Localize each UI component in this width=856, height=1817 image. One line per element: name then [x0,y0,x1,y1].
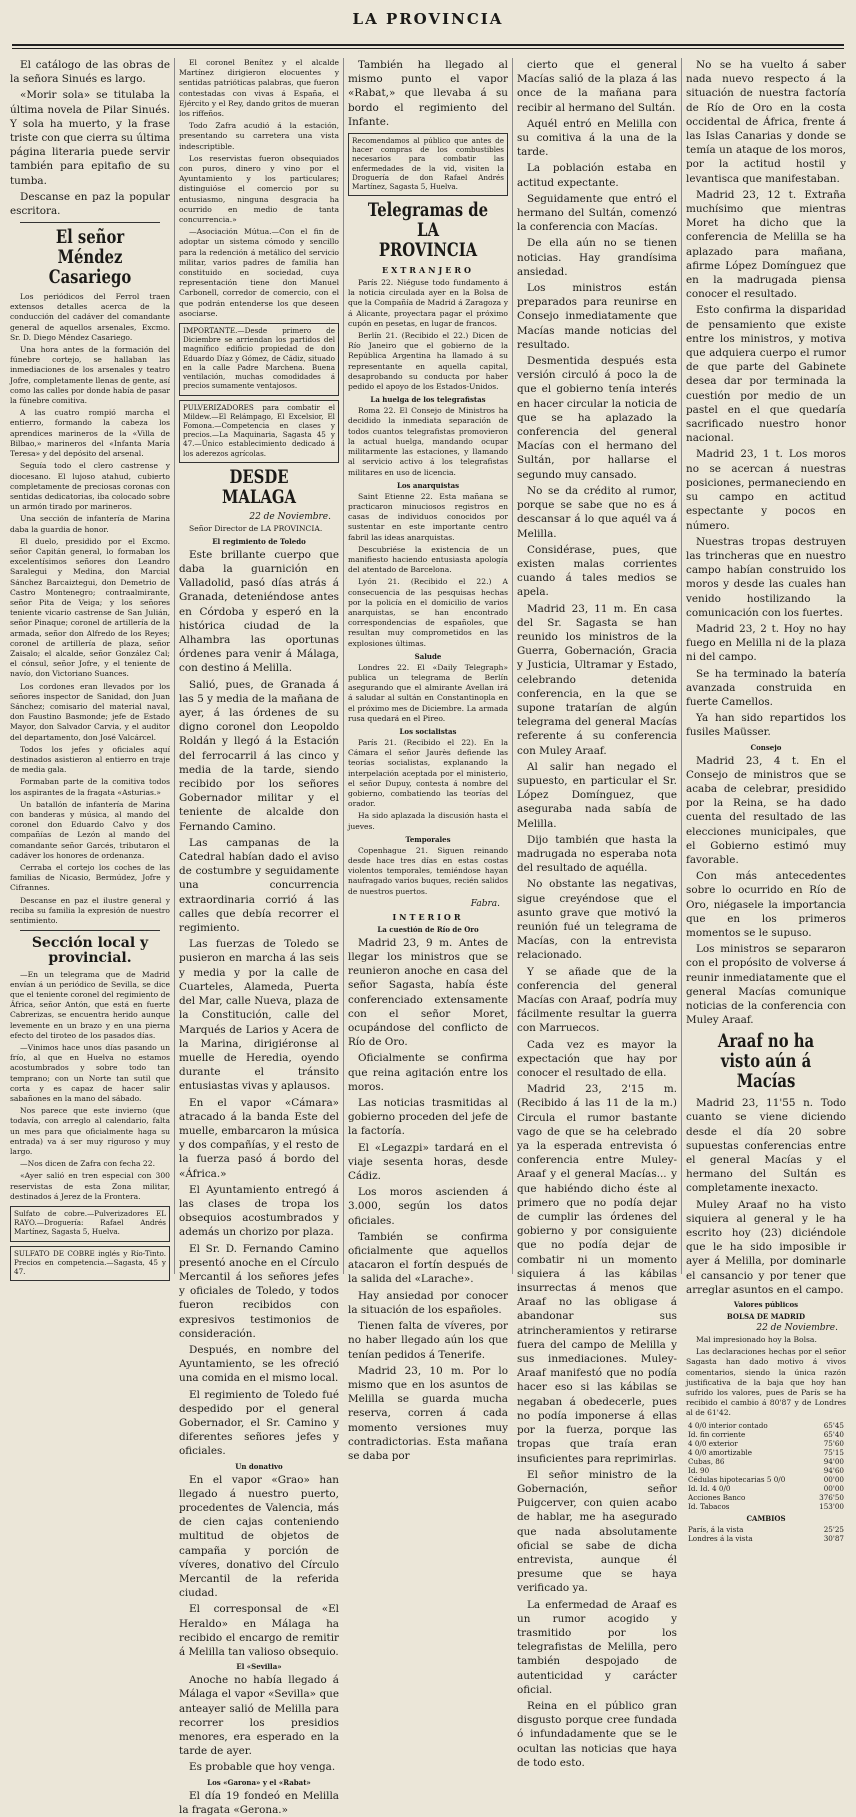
consejo-text [686,754,846,1028]
paragraph: Desmentida después esta versión circuló á poco la de que el gobierno tenía interés en hacer circular la noticia de que se ha aplazado la conferencia del general Macías con el hermano del Sultán, por hallarse el segundo muy cansado. [517,355,677,481]
paragraph: Los cordones eran llevados por los señores inspector de Sanidad, don Juan Sánchez; comisario del material naval, don Faustino Basmonde; jefe de Estado Mayor, don Salvador Carvia, y el auditor del departamento, don José Valcárcel. [10,681,170,742]
signature-fabra: Fabra. [470,898,500,909]
rabat-text [348,58,508,129]
quote-value: 94'00 [823,1456,844,1466]
paragraph: También ha llegado al mismo punto el vapor «Rabat,» que llevaba á su bordo el regimiento del Infante. [348,59,508,128]
ad-sulfato [10,1246,170,1282]
exchange-table [686,1525,846,1543]
quote-label: Id. Tabacos [688,1501,730,1511]
quote-value: 65'45 [823,1420,844,1430]
paragraph: Londres 22. El «Daily Telegraph» publica un telegrama de Berlín asegurando que el almirante Avellan irá á saludar al sultán en Constantinopla en el próximo mes de Diciembre. La armada rusa quedará en el Pireo. [348,662,508,723]
quote-label: 4 0/0 amortizable [688,1447,752,1457]
paragraph: A las cuatro rompió marcha el entierro, formando la cabeza los aprendices marineros de la «Villa de Bilbao,» marineros del «Infanta María Teresa» y del depósito del arsenal. [10,408,170,459]
paragraph: El coronel Benítez y el alcalde Martínez dirigieron elocuentes y sentidas patrióticas palabras, que fueron contestadas con vivas á España, el Ejército y el Rey, dando gritos de mueran los riffeños. [179,58,339,119]
quote-value: 75'60 [823,1438,844,1448]
paragraph: Las campanas de la Catedral habían dado el aviso de costumbre y seguidamente una concurrencia extraordinaria corrió á las calles que debía recorrer el regimiento. [179,836,339,935]
banner-extranjero: EXTRANJERO [382,265,474,276]
headline-telegramas: Telegramas de LA PROVINCIA [367,199,489,262]
quote-label: 4 0/0 exterior [688,1438,738,1448]
paragraph: Los moros ascienden á 3.000, según los datos oficiales. [348,1186,508,1227]
paragraph: Madrid 23, 1 t. Los moros no se acercan á nuestras posiciones, permaneciendo en su campo en actitud espectante y pocos en número. [686,448,846,532]
paragraph: Descubriése la existencia de un manifiesto haciendo entusiasta apología del atentado de Barcelona. [348,544,508,575]
quote-row [686,1457,846,1466]
paragraph: Todo Zafra acudió á la estación, presentando su carretera una vista indescriptible. [179,121,339,151]
paragraph: Todos los jefes y oficiales aquí destinados asistieron al entierro en traje de media gala. [10,744,170,775]
paragraph: Lyón 21. (Recibido el 22.) A consecuencia de las pesquisas hechas por la policía en el domicilio de varios anarquistas, se han encontrado correspondencias de españoles, que resultan muy comprometidos en las explosiones últimas. [348,577,508,648]
paragraph: Cada vez es mayor la expectación que hay por conocer el resultado de ella. [517,1038,677,1080]
paragraph: La población estaba en actitud expectante. [517,162,677,189]
ad-rayo [10,1206,170,1242]
ad-drogueria-text: Recomendamos al público que antes de hacer compras de los combustibles necesarios para combatir las enfermedades de la vid, visiten la Droguería de don Rafael Andrés Martínez, Sagasta 5, Huelva. [352,136,504,192]
subhead-temporales: Temporales [405,834,451,844]
paragraph: Las noticias trasmitidas al gobierno proceden del jefe de la factoría. [348,1097,508,1138]
headline-malaga: DESDE MALAGA [222,465,296,508]
paragraph: Cerraba el cortejo los coches de las familias de Nicasio, Bermúdez, Jofre y Cifrannes. [10,863,170,893]
subhead-bolsa: BOLSA DE MADRID [726,1312,806,1322]
quote-value: 00'00 [823,1474,844,1484]
paragraph: Seguía todo el clero castrense y diocesano. El lujoso atahud, cubierto completamente de preciosas coronas con sentidas dedicatorias, iba colocado sobre un armón tirado por marineros. [10,461,170,512]
paragraph: Considérase, pues, que existen malas corrientes cuando á tales medios se apela. [517,543,677,599]
quote-value: 30'87 [823,1533,844,1543]
paragraph: Una hora antes de la formación del fúnebre cortejo, se hallaban las inmediaciones de los arsenales y teatro Jofre, completamente llenas de gente, así como las calles por donde había de pasar la fúnebre comitiva. [10,345,170,406]
paragraph: Esto confirma la disparidad de pensamiento que existe entre los ministros, y motiva que adquiera cuerpo el rumor de que parte del Gabinete desea dar por terminada la cuestión por medio de un pastel en el que quedaría sacrificado nuestro honor nacional. [686,304,846,445]
paragraph: En el vapor «Cámara» atracado á la banda Este del muelle, embarcaron la música y dos compañías, y el resto de la fuerza pasó á bordo del «África.» [179,1096,339,1180]
section-heading-local: Sección local y provincial. [31,935,149,966]
subhead-toledo: El regimiento de Toledo [212,536,306,546]
subhead-salude: Salude [414,651,442,661]
paragraph: Mal impresionado hoy la Bolsa. [696,1335,817,1345]
paragraph: Las fuerzas de Toledo se pusieron en marcha á las seis y media y por la calle de Cuarteles, Alameda, Puerta del Mar, calle Nueva, plaza de la Constitución, calle del Marqués de Larios y Acera de la Marina, dirigiéronse al muelle de Heredia, oyendo durante el tránsito entusiastas vivas y aplausos. [179,938,339,1093]
paragraph: —Asociación Mútua.—Con el fin de adoptar un sistema cómodo y sencillo para la redención á metálico del servicio militar, varios padres de familia han constituido en sociedad, cuya representación tiene don Manuel Carbonell, corredor de comercio, con el que podrán entenderse los que deseen asociarse. [179,227,339,318]
paragraph: Los periódicos del Ferrol traen extensos detalles acerca de la conducción del cadáver del comandante general de aquellos arsenales, Excmo. Sr. D. Diego Méndez Casariego. [10,292,170,342]
zafra-continued [179,58,339,319]
paragraph: También se confirma oficialmente que aquellos atacaron el fortín después de la salida del «Larache». [348,1230,508,1286]
subhead-huelga: La huelga de los telegrafistas [370,395,486,405]
paragraph: No se ha vuelto á saber nada nuevo respecto á la situación de nuestra factoría de Río de Oro en la costa occidental de África, frente á las Islas Canarias y donde se temía un ataque de los moros, por la actitud hostil y levantisca que manifestaban. [686,59,846,185]
paragraph: No obstante las negativas, sigue creyéndose que el asunto grave que motivó la reunión fué un telegrama de Macías, con la entrevista relacionado. [517,878,677,962]
quote-label: Cubas, 86 [688,1456,725,1466]
subhead-valores: Valores públicos [733,1300,799,1310]
ad-importante-text: IMPORTANTE.—Desde primero de Diciembre se arriendan los partidos del magnífico edificio propiedad de don Eduardo Díaz y Gómez, de Cádiz, situado en la calle Padre Marchena. Buena ventilación, muchas comodidades á precios sumamente ventajosos. [183,326,335,391]
paragraph: Madrid 23, 2'15 m. (Recibido á las 11 de la m.) Circula el rumor bastante vago de que se ha celebrado ya la esperada entrevista ó conferencia entre Muley-Araaf y el general Macías... y que habiéndo dicho éste al primero que no podía dejar de cumplir las órdenes del gobierno y por consiguiente que no podía dejar de combatir ni un momento siquiera á las kábilas insurrectas á menos que Araaf no las obligase á abandonar sus atrincheramientos y retirarse fuera del campo de Melilla y sus inmediaciones. Muley-Araaf manifestó que no podía hacer eso si las kábilas se negaban á obedecerle, pues no podía imponerse á ellas por la fuerza, porque las tropas que traía eran insuficientes para reprimirlas. [517,1083,677,1465]
malaga-salutation: Señor Director de LA PROVINCIA. [189,523,323,533]
quote-row [686,1439,846,1448]
bolsa-date: 22 de Noviembre. [756,1323,838,1334]
subhead-garona: Los «Garona» y el «Rabat» [207,1777,311,1787]
paragraph: «Ayer salió en tren especial con 300 reservistas de esta Zona militar, destinados á Jerez de la Frontera. [10,1171,170,1201]
paragraph: Nuestras tropas destruyen las trincheras que en nuestro campo habían construido los moros y desde las cuales han venido hostilizando la comunicación con los fuertes. [686,535,846,619]
quote-row [686,1421,846,1430]
banner-interior: INTERIOR [392,911,464,922]
paragraph: Después, en nombre del Ayuntamiento, se les ofreció una comida en el mismo local. [179,1343,339,1385]
quote-value: 75'15 [823,1447,844,1457]
paragraph: Nos parece que este invierno (que todavía, con arreglo al calendario, falta un mes para que oficialmente haga su entrada) va á ser muy riguroso y muy largo. [10,1106,170,1157]
quote-row [686,1475,846,1484]
ad-pulverizadores-text: PULVERIZADORES para combatir el Mildew.—El Relámpago, El Excelsior, El Fomona.—Competencia en clases y precios.—La Maquinaria, Sagasta 45 y 47.—Único establecimiento dedicado á los aderezos agrícolas. [183,402,335,458]
paragraph: —Nos dicen de Zafra con fecha 22. [20,1159,156,1169]
ad-importante [179,323,339,395]
melilla-news [686,58,846,740]
quote-label: 4 0/0 interior contado [688,1420,768,1430]
quotes-table [686,1421,846,1511]
subhead-socialistas: Los socialistas [399,726,457,736]
paragraph: El duelo, presidido por el Excmo. señor Capitán general, lo formaban los excelentísimos señores don Leandro Saralegui y Medina, don Marcial Sánchez Barcaiztegui, don Demetrio de Castro Montenegro; contraalmirante, señor Pita de Veiga; y los señores teniente vicario castrense de San Julián, señor Pinaque; coronel de artillería de la armada, señor don Alfredo de los Reyes; coronel de artillería de plaza, señor Zaisalo; el alcalde, señor González Cal; el cónsul, señor Jofre, y el teniente de navío, don Victoriano Suances. [10,536,170,679]
ad-pulverizadores [179,400,339,463]
telegrams-interior [348,936,508,1463]
paragraph: Al salir han negado el supuesto, en particular el Sr. López Domínguez, que aseguraba nada sabía de Melilla. [517,760,677,830]
paragraph: Madrid 23, 2 t. Hoy no hay fuego en Melilla ni de la plaza ni del campo. [686,622,846,664]
paragraph: El corresponsal de «El Heraldo» en Málaga ha recibido el encargo de remitir á Melilla tan valioso obsequio. [179,1603,339,1659]
subhead-sevilla: El «Sevilla» [236,1662,282,1672]
quote-value: 94'60 [823,1465,844,1475]
subhead-rio-de-oro: La cuestión de Río de Oro [377,924,479,934]
local-news [10,970,170,1202]
paragraph: Roma 22. El Consejo de Ministros ha decidido la inmediata separación de todos cuantos telegrafistas promovieron la actual huelga, mandando ocupar militarmente las estaciones, y llamando al servicio activo á los telegrafistas militares en uso de licencia. [348,406,508,477]
paragraph: París 21. (Recibido el 22). En la Cámara el señor Jaurès defiende las teorías socialistas, explanando la interpelación aceptada por el ministerio, el señor Dupuy, contesta á nombre del gobierno, combatiendo las teorías del orador. [348,737,508,809]
paragraph: Madrid 23, 11'55 n. Todo cuanto se viene diciendo desde el día 20 sobre supuestas conferencias entre el general Macías y el hermano del Sultán es completamente inexacto. [686,1097,846,1195]
paragraph: Reina en el público gran disgusto porque cree fundada ó infundadamente que se le ocultan las noticias que haya de todo esto. [517,1699,677,1769]
paragraph: Con más antecedentes sobre lo ocurrido en Río de Oro, niégasele la importancia que en los primeros momentos se le supuso. [686,870,846,939]
paragraph: Dijo también que hasta la madrugada no esperaba nota del resultado de aquélla. [517,833,677,875]
paragraph: No se da crédito al rumor, porque se sabe que no es á descansar á lo que aquél va á Melilla. [517,484,677,540]
paragraph: Este brillante cuerpo que daba la guarnición en Valladolid, pasó días atrás á Granada, deteniéndose antes en Córdoba y esperó en la histórica ciudad de la Alhambra las oportunas órdenes para venir á Málaga, con destino á Melilla. [179,548,339,675]
quote-label: Id. 90 [688,1465,710,1475]
column-5 [682,58,850,1543]
malaga-sevilla [179,1673,339,1774]
divider [20,930,160,931]
paragraph: —Vinimos hace unos días pasando un frío, al que en Huelva no estamos acostumbrados y sobre todo tan temprano; con un Norte tan sutil que corta y es capaz de hacer salir sabañones en la mano del sábado. [10,1043,170,1104]
paragraph: Oficialmente se confirma que reina agitación entre los moros. [348,1052,508,1093]
paragraph: Berlín 21. (Recibido el 22.) Dicen de Río Janeiro que el gobierno de la República Argentina ha llamado á su representante en aquella capital, desaprobando su conducta por haber pedido el apoyo de los Estados-Unidos. [348,331,508,392]
paragraph: Madrid 23, 12 t. Extraña muchísimo que mientras Moret ha dicho que la conferencia de Melilla se ha aplazado para mañana, afirme López Domínguez que en la madrugada piensa conocer el resultado. [686,188,846,301]
quote-row [686,1430,846,1439]
malaga-garona [179,1789,339,1817]
paragraph: Y se añade que de la conferencia del general Macías con Araaf, podría muy fácilmente resultar la guerra con Marruecos. [517,965,677,1035]
telegrams-socialistas [348,738,508,832]
paragraph: Los ministros están preparados para reunirse en Consejo inmediatamente que Macías mande noticias del resultado. [517,282,677,351]
quote-row [686,1484,846,1493]
column-2 [175,58,344,1816]
paragraph: Anoche no había llegado á Málaga el vapor «Sevilla» que anteayer salió de Melilla para recorrer los presidios menores, era esperado en la tarde de ayer. [179,1674,339,1758]
telegrams-huelga [348,406,508,477]
paragraph: El día 19 fondeó en Melilla la fragata «Gerona.» [179,1789,339,1816]
interior-continued [517,58,677,1770]
paragraph: París 22. Niéguse todo fundamento á la noticia circulada ayer en la Bolsa de que la Compañía de Madrid á Zaragoza y á Alicante, proyectara pagar el próximo cupón en pesetas, en lugar de francos. [348,278,508,328]
quote-value: 376'50 [819,1492,844,1502]
paragraph: La enfermedad de Araaf es un rumor acogido y trasmitido por los telegrafistas de Melilla, pero también despojado de autenticidad y carácter oficial. [517,1598,677,1696]
ad-sulfato-text: SULFATO DE COBRE inglés y Río-Tinto. Precios en competencia.—Sagasta, 45 y 47. [14,1248,166,1277]
paragraph: Aquél entró en Melilla con su comitiva á la una de la tarde. [517,117,677,159]
telegrams-salude [348,663,508,724]
paragraph: El señor ministro de la Gobernación, señor Puigcerver, con quien acabo de hablar, me ha asegurado que nada absolutamente oficial se sabe de dicha entrevista, aunque él presume que se haya verificado ya. [517,1468,677,1595]
quote-value: 65'40 [823,1429,844,1439]
quote-label: París, á la vista [688,1524,744,1534]
paragraph: El «Legazpi» tardará en el viaje sesenta horas, desde Cádiz. [348,1141,508,1183]
paragraph: Es probable que hoy venga. [189,1761,336,1774]
columns [6,58,850,1816]
paragraph: Un batallón de infantería de Marina con banderas y música, al mando del coronel don Eduardo Calvo y dos compañías de Lezón al mando del comandante señor Garcés, tributaron el cadáver los honores de ordenanza. [10,799,170,860]
subhead-donativo: Un donativo [235,1461,283,1471]
paragraph: El regimiento de Toledo fué despedido por el general Gobernador, el Sr. Camino y diferentes señores jefes y oficiales. [179,1388,339,1458]
paragraph: Las declaraciones hechas por el señor Sagasta han dado motivo á vivos comentarios, siendo la única razón justificativa de la baja que hoy han sufrido los valores, pues de París se ha recibido el cambio á 80'87 y de Londres al de 61'42. [686,1347,846,1418]
quote-row [686,1466,846,1475]
malaga-date: 22 de Noviembre. [249,511,331,522]
quote-row [686,1525,846,1534]
quote-label: Id. Id. 4 0/0 [688,1483,731,1493]
quote-row [686,1534,846,1543]
subhead-consejo: Consejo [750,742,782,752]
paragraph: Muley Araaf no ha visto siquiera al general y le ha escrito hoy (23) diciéndole que le ha sido imposible ir ayer á Melilla, por dominarle el cansancio y por tener que arreglar asuntos en el campo. [686,1198,846,1296]
paragraph: El catálogo de las obras de la señora Sinués es largo. [10,59,170,86]
intro-text [10,58,170,218]
paragraph: El Sr. D. Fernando Camino presentó anoche en el Círculo Mercantil á los señores jefes y oficiales de Toledo, y todos fueron recibidos con expresivos testimonios de consideración. [179,1242,339,1340]
subhead-cambios: CAMBIOS [746,1513,786,1523]
paragraph: Ha sido aplazada la discusión hasta el jueves. [348,811,508,831]
quote-label: Cédulas hipotecarias 5 0/0 [688,1474,786,1484]
column-3 [344,58,513,1462]
masthead [6,0,850,56]
article-mendez [10,292,170,926]
paragraph: De ella aún no se tienen noticias. Hay grandísima ansiedad. [517,237,677,278]
paragraph: Los reservistas fueron obsequiados con puros, dinero y vino por el Ayuntamiento y los particulares; distinguióse el comercio por su entusiasmo, ninguna desgracia ha ocurrido en medio de tanta concurrencia.» [179,153,339,225]
column-4 [513,58,682,1769]
masthead-rule [12,44,844,46]
quote-label: Id. fin corriente [688,1429,746,1439]
ad-rayo-text: Sulfato de cobre.—Pulverizadores EL RAYO.—Droguería: Rafael Andrés Martínez, Sagasta 5, Huelva. [14,1209,166,1237]
paragraph: Madrid 23, 10 m. Por lo mismo que en los asuntos de Melilla se guarda mucha reserva, corren á cada momento versiones muy contradictorias. Esta mañana se daba por [348,1364,508,1462]
quote-row [686,1502,846,1511]
paragraph: Madrid 23, 9 m. Antes de llegar los ministros que se reunieron anoche en casa del señor Sagasta, había éste conferenciado extensamente con el señor Moret, ocupándose del conflicto de Río de Oro. [348,936,508,1049]
paragraph: «Morir sola» se titulaba la última novela de Pilar Sinués. Y sola ha muerto, y la frase triste con que cierra su última página literaria puede servir también para epitafio de su tumba. [10,89,170,187]
paragraph: Saint Etienne 22. Esta mañana se practicaron minuciosos registros en casas de individuos conocidos por sustentar en este importante centro fabril las ideas anarquistas. [348,491,508,542]
quote-value: 153'00 [819,1501,844,1511]
headline-araaf: Araaf no ha visto aún á Macías [717,1030,815,1093]
malaga-body [179,548,339,1459]
paragraph: El Ayuntamiento entregó á las clases de tropa los obsequios acostumbrados y además un chorizo por plaza. [179,1183,339,1239]
quote-row [686,1493,846,1502]
paragraph: Formaban parte de la comitiva todos los aspirantes de la fragata «Asturias.» [10,777,170,797]
paragraph: cierto que el general Macías salió de la plaza á las once de la mañana para recibir al hermano del Sultán. [517,59,677,114]
paragraph: Descanse en paz la popular escritora. [10,190,170,218]
masthead-title: LA PROVINCIA [352,10,504,28]
paragraph: En el vapor «Grao» han llegado á nuestro puerto, procedentes de Valencia, más de cien cajas conteniendo multitud de objetos de campaña y porción de víveres, donativo del Círculo Mercantil de la referida ciudad. [179,1473,339,1600]
divider [20,222,160,223]
quote-value: 00'00 [823,1483,844,1493]
paragraph: Hay ansiedad por conocer la situación de los españoles. [348,1289,508,1316]
telegrams-foreign [348,278,508,392]
paragraph: Una sección de infantería de Marina daba la guardia de honor. [10,514,170,534]
subhead-anarquistas: Los anarquistas [396,480,460,490]
headline-mendez: El señor Méndez Casariego [48,226,132,289]
araaf-text [686,1096,846,1297]
malaga-donativo [179,1473,339,1660]
quote-label: Acciones Banco [688,1492,746,1502]
paragraph: Descanse en paz el ilustre general y reciba su familia la expresión de nuestro sentimiento. [10,895,170,926]
paragraph: Copenhague 21. Siguen reinando desde hace tres días en estas costas violentos temporales, temiéndose hayan naufragado varios buques, recién salidos de nuestros puertos. [348,845,508,896]
paragraph: Los ministros se separaron con el propósito de volverse á reunir inmediatamente que el general Macías comunique noticias de la conferencia con Muley Araaf. [686,943,846,1027]
paragraph: Tienen falta de víveres, por no haber llegado aún los que tenían pedidos á Tenerife. [348,1320,508,1361]
ad-drogueria [348,133,508,196]
paragraph: Madrid 23, 11 m. En casa del Sr. Sagasta se han reunido los ministros de la Guerra, Gobernación, Gracia y Justicia, Ultramar y Estado, celebrando detenida conferencia, en la que se supone tratarían de algún telegrama del general Macías referente á su conferencia con Muley Araaf. [517,602,677,757]
quote-label: Londres á la vista [688,1533,753,1543]
paragraph: —En un telegrama que de Madrid envían á un periódico de Sevilla, se dice que el teniente coronel del regimiento de África, señor Antón, que está en fuerte Cabrerizas, se encuentra herido aunque levemente en un brazo y en una pierna efecto del tiroteo de los pasados días. [10,969,170,1040]
quote-value: 25'25 [823,1524,844,1534]
paragraph: Seguidamente que entró el hermano del Sultán, comenzó la conferencia con Macías. [517,192,677,234]
paragraph: Madrid 23, 4 t. En el Consejo de ministros que se acaba de celebrar, presidido por la Reina, se ha dado cuenta del resultado de las elecciones municipales, que el Gobierno estimó muy favorable. [686,754,846,866]
telegrams-anarquistas [348,492,508,649]
paragraph: Ya han sido repartidos los fusiles Maüsser. [686,712,846,739]
quote-row [686,1448,846,1457]
market-text [686,1335,846,1419]
masthead-rule-thin [12,48,844,49]
telegrams-temporales [348,846,508,897]
paragraph: Salió, pues, de Granada á las 5 y media de la mañana de ayer, á las órdenes de su digno coronel don Leopoldo Roldán y llegó á la Estación del ferrocarril á las cinco y media de la tarde, siendo recibido por los señores Gobernador militar y el teniente de alcalde don Fernando Camino. [179,678,339,833]
column-1 [6,58,175,1277]
paragraph: Se ha terminado la batería avanzada construida en fuerte Camellos. [686,667,846,708]
